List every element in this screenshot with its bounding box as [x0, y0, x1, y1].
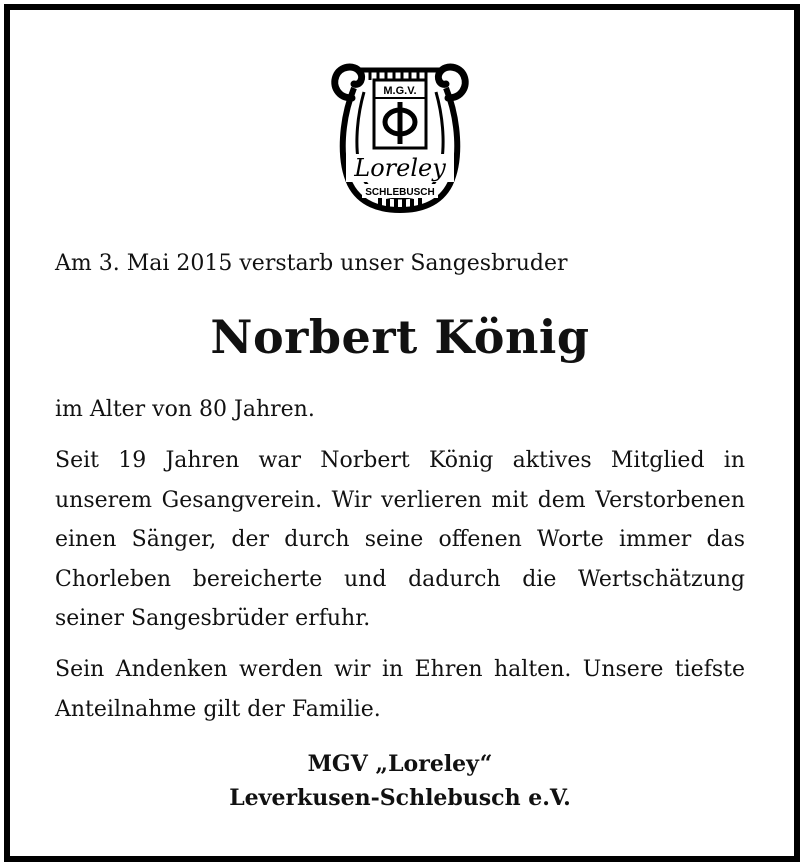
signature-location: Leverkusen-Schlebusch e.V.	[229, 785, 571, 811]
logo-bottom-text: SCHLEBUSCH	[365, 187, 435, 198]
lyre-logo-icon	[330, 58, 470, 214]
signature-club: MGV „Loreley“	[307, 751, 493, 777]
body-paragraph-2: Sein Andenken werden wir in Ehren halten. Unsere tiefste Anteilnahme gilt der Familie.	[55, 657, 745, 722]
deceased-name: Norbert König	[210, 310, 590, 364]
body-paragraph-1: Seit 19 Jahren war Norbert König aktives Mitglied in unserem Gesangverein. Wir verlieren mit dem Verstorbenen einen Sänger, der durch seine offenen Worte immer das Chorleben bereicherte und dadurch die Wertschätzung seiner Sangesbrüder erfuhr.	[55, 448, 745, 631]
logo-top-text: M.G.V.	[383, 85, 417, 97]
intro-line: Am 3. Mai 2015 verstarb unser Sangesbruder	[55, 251, 568, 276]
age-line: im Alter von 80 Jahren.	[55, 397, 315, 422]
logo-script-text: Loreley	[354, 154, 446, 182]
